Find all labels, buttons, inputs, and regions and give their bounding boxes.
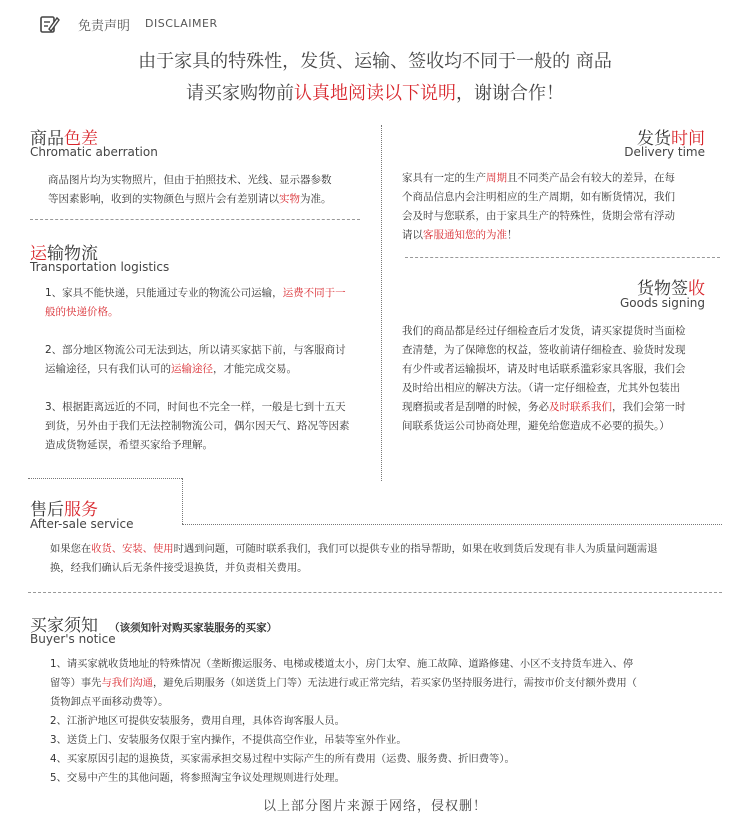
intro-line-1: 由于家具的特殊性，发货、运输、签收均不同于一般的 商品 — [138, 51, 612, 72]
buyer-title: 买家须知 （该须知针对购买家装服务的买家） — [30, 616, 278, 636]
intro-line-2: 请买家购物前认真地阅读以下说明，谢谢合作！ — [186, 83, 564, 104]
buyer-text: 1、请买家就收货地址的特殊情况（垄断搬运服务、电梯或楼道太小，房门太窄、施工故障、道路修建、小区不支持货车进入、停 留等）事先与我们沟通，避免后期服务（如送货上门等）无法进行或正常完结，若买家仍坚持服务进行，需按市价支付额外费用（ 货物卸点平面移动费等）。 2、江浙沪地区可提供安装服务，费用自理，具体咨询客服人员。 3、送货上门、安装服务仅限于室内操作，不提供高空作业，吊装等室外作业。 4、买家原因引起的退换货，买家需承担交易过程中实际产生的所有费用（运费、服务费、折旧费等）。 5、交易中产生的其他问题，将参照淘宝争议处理规则进行处理。 — [50, 658, 637, 784]
aftersale-divider-bottom — [182, 524, 722, 525]
transport-text: 1、家具不能快递，只能通过专业的物流公司运输，运费不同于一 般的快递价格。 2、部分地区物流公司无法到达，所以请买家掂下前，与客服商讨 运输途径，只有我们认可的运输途径，才能完成交易。 3、根据距离远近的不同，时间也不完全一样，一般是七到十五天 到货，另外由于我们无法控制物流公司，偶尔因天气、路况等因素 造成货物延误，希望买家给予理解。 — [45, 287, 350, 451]
footer-disclaimer: 以上部分图片来源于网络，侵权删！ — [262, 799, 487, 814]
center-divider — [381, 125, 382, 481]
aftersale-title-en: After-sale service — [30, 517, 134, 531]
header-title-cn: 免责声明 — [78, 19, 131, 34]
buyer-divider — [28, 592, 722, 593]
chromatic-text: 商品图片均为实物照片，但由于拍照技术、光线、显示器参数 等因素影响，收到的实物颜色与照片会有差别请以实物为准。 — [48, 174, 332, 205]
chromatic-title: 商品色差 — [30, 129, 98, 149]
signing-title: 货物签收 — [637, 279, 705, 299]
aftersale-title: 售后服务 — [30, 500, 98, 520]
delivery-title-en: Delivery time — [624, 145, 705, 159]
transport-title: 运输物流 — [30, 244, 98, 264]
aftersale-divider-vert — [182, 478, 183, 524]
transport-title-en: Transportation logistics — [30, 260, 170, 274]
aftersale-divider-top — [28, 478, 182, 479]
delivery-text: 家具有一定的生产周期且不同类产品会有较大的差异，在每 个商品信息内会注明相应的生产周期，如有断货情况，我们 会及时与您联系，由于家具生产的特殊性，货期会常有浮动 请以客服通知您的为准！ — [402, 172, 675, 241]
delivery-title: 发货时间 — [637, 129, 705, 149]
header-title-en: DISCLAIMER — [145, 17, 218, 30]
signing-title-en: Goods signing — [619, 296, 705, 310]
delivery-divider — [405, 257, 720, 258]
pen-paper-icon — [38, 13, 60, 35]
chromatic-title-en: Chromatic aberration — [30, 145, 158, 159]
chromatic-divider — [30, 219, 360, 220]
signing-text: 我们的商品都是经过仔细检查后才发货，请买家提货时当面检 查清楚，为了保障您的权益，签收前请仔细检查、验货时发现 有少件或者运输损坏，请及时电话联系滥彩家具客服，我们会 及时给出相应的解决方法。（请一定仔细检查，尤其外包装出 现磨损或者是刮噌的时候，务必及时联系我们，我们会第一时 间联系货运公司协商处理，避免给您造成不必要的损失。） — [402, 325, 686, 432]
aftersale-text: 如果您在收货、安装、使用时遇到问题，可随时联系我们，我们可以提供专业的指导帮助，如果在收到货后发现有非人为质量问题需退 换，经我们确认后无条件接受退换货，并负责相关费用。 — [50, 543, 658, 574]
buyer-title-en: Buyer's notice — [30, 632, 116, 646]
